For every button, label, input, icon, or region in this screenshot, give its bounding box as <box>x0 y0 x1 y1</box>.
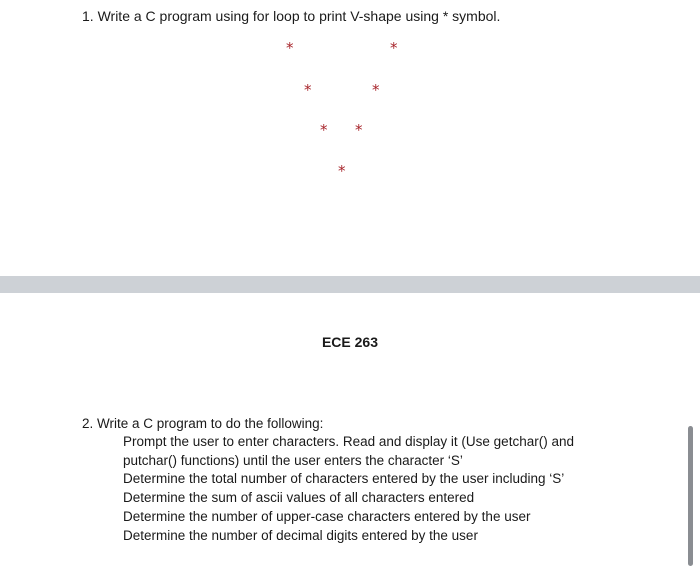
instruction-line: Determine the number of decimal digits entered by the user <box>123 527 478 543</box>
document-page-1 <box>0 0 700 276</box>
v-shape-star-row3-right: * <box>355 121 363 139</box>
v-shape-star-row2-left: * <box>304 81 312 99</box>
v-shape-star-row1-right: * <box>390 39 398 57</box>
instruction-line: Determine the total number of characters entered by the user including ‘S’ <box>123 471 565 487</box>
question-2-title: 2. Write a C program to do the following: <box>82 416 324 431</box>
document-page-2 <box>0 293 700 566</box>
v-shape-star-row2-right: * <box>372 81 380 99</box>
question-2-instructions <box>123 433 574 545</box>
instruction-line: putchar() functions) until the user enters the character ‘S’ <box>123 452 463 468</box>
instruction-line: Determine the number of upper-case characters entered by the user <box>123 508 531 524</box>
vertical-scrollbar[interactable] <box>688 426 693 566</box>
instruction-line: Prompt the user to enter characters. Read and display it (Use getchar() and <box>123 434 574 449</box>
v-shape-star-row1-left: * <box>286 39 294 57</box>
instruction-line: Determine the sum of ascii values of all characters entered <box>123 490 475 506</box>
page-header-course-code: ECE 263 <box>321 334 379 350</box>
question-1-text: 1. Write a C program using for loop to print V-shape using * symbol. <box>82 8 501 24</box>
page-separator <box>0 276 700 293</box>
v-shape-star-row3-left: * <box>320 121 328 139</box>
v-shape-star-row4-bottom: * <box>338 162 346 180</box>
